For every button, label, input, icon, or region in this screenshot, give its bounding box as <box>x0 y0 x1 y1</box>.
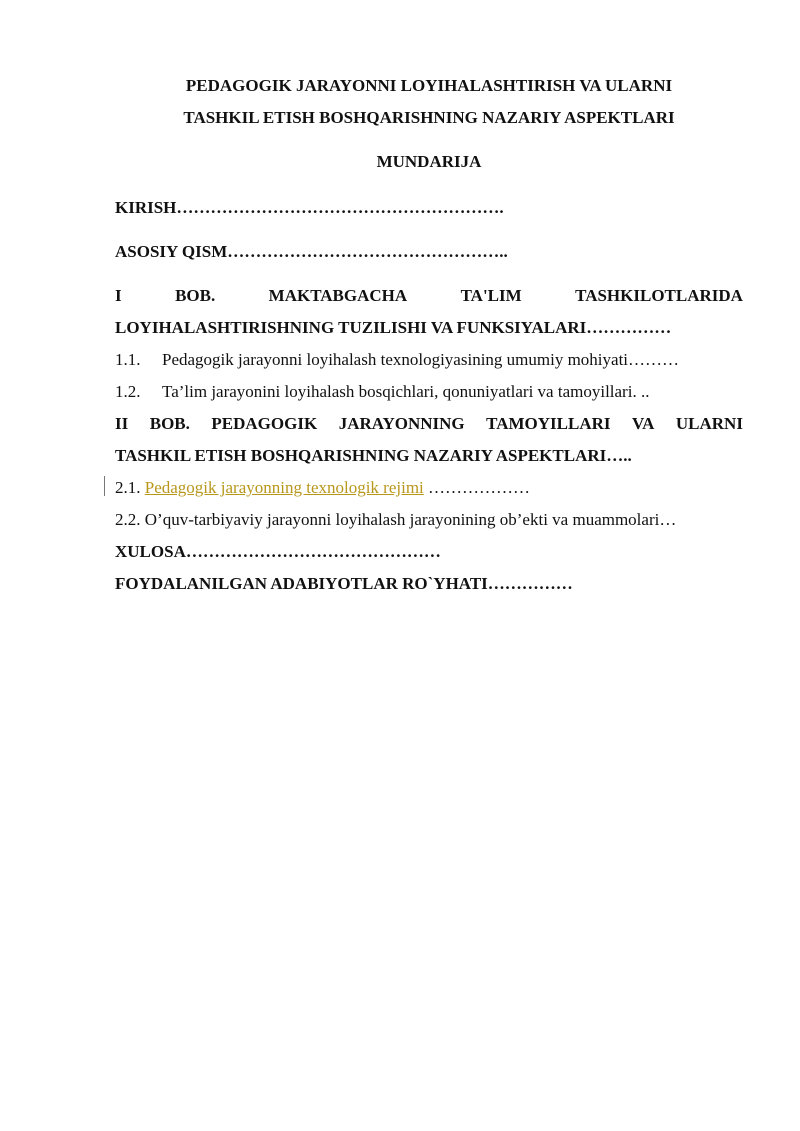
bob1-word: TA'LIM <box>460 286 522 305</box>
toc-entry-asosiy-qism: ASOSIY QISM………………………………………….. <box>115 242 508 261</box>
toc-entry-bob1-line1 <box>115 280 743 312</box>
bob1-word: I <box>115 286 122 305</box>
bob1-word: BOB. <box>175 286 216 305</box>
section-title: Pedagogik jarayonni loyihalash texnologiyasining umumiy mohiyati……… <box>162 350 680 369</box>
section-number: 1.1. <box>115 350 141 369</box>
bob1-word: TASHKILOTLARIDA <box>575 286 743 305</box>
toc-entry-2-1 <box>115 472 743 504</box>
bob1-word: MAKTABGACHA <box>268 286 408 305</box>
section-dots: ……………… <box>423 478 531 497</box>
toc-entry-kirish: KIRISH…………………………………………………. <box>115 198 504 217</box>
bob2-word: TAMOYILLARI <box>486 414 611 433</box>
bob2-word: PEDAGOGIK <box>211 414 318 433</box>
section-title: Ta’lim jarayonini loyihalash bosqichlari, qonuniyatlari va tamoyillari. .. <box>162 382 650 401</box>
toc-entry-1-2 <box>115 376 743 408</box>
toc-entry-2-2: 2.2. O’quv-tarbiyaviy jarayonni loyihalash jarayonining ob’ekti va muammolari… <box>115 510 677 529</box>
toc-entry-xulosa: XULOSA……………………………………… <box>115 542 441 561</box>
toc-entry-1-1 <box>115 344 743 376</box>
toc-heading: MUNDARIJA <box>376 152 482 171</box>
bob2-word: II <box>115 414 129 433</box>
toc-entry-bob2-line2: TASHKIL ETISH BOSHQARISHNING NAZARIY ASPEKTLARI….. <box>115 446 632 465</box>
bob2-word: ULARNI <box>675 414 743 433</box>
bob2-word: BOB. <box>149 414 190 433</box>
document-page <box>115 70 743 600</box>
toc-entry-bob2-line1 <box>115 408 743 440</box>
section-link-2-1[interactable]: Pedagogik jarayonning texnologik rejimi <box>144 478 424 497</box>
section-number: 2.1. <box>115 478 141 497</box>
document-title-line-1: PEDAGOGIK JARAYONNI LOYIHALASHTIRISH VA ULARNI <box>185 76 673 95</box>
bob2-word: VA <box>632 414 655 433</box>
document-title-line-2: TASHKIL ETISH BOSHQARISHNING NAZARIY ASPEKTLARI <box>183 108 675 127</box>
toc-entry-adabiyotlar: FOYDALANILGAN ADABIYOTLAR RO`YHATI…………… <box>115 574 573 593</box>
section-number: 1.2. <box>115 382 141 401</box>
text-cursor-marker <box>104 476 105 496</box>
bob2-word: JARAYONNING <box>338 414 465 433</box>
toc-entry-bob1-line2: LOYIHALASHTIRISHNING TUZILISHI VA FUNKSIYALARI…………… <box>115 318 672 337</box>
